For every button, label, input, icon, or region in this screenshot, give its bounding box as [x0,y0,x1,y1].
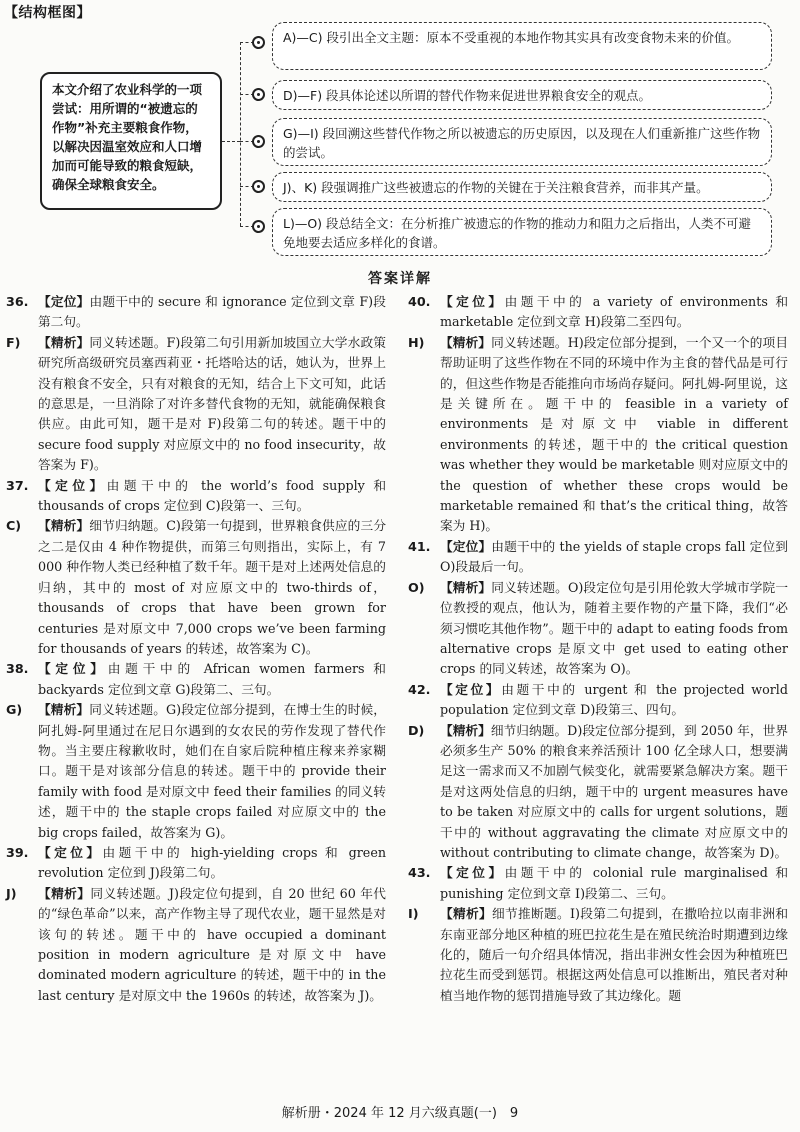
item-number: H) [408,334,425,350]
item-tag: 【定位】 [38,844,103,860]
item-number: C) [6,518,22,534]
answer-item [6,884,386,1006]
item-tag: 【定位】 [440,538,492,554]
item-number: 37. [6,477,29,493]
item-number: J) [6,885,17,901]
item-text: 由题干中的 the yields of staple crops fall 定位到 O)段最后一句。 [440,538,788,575]
item-tag: 【精析】 [440,906,493,922]
node-icon [252,36,265,49]
item-text: 同义转述题。J)段定位句提到，自 20 世纪 60 年代的“绿色革命”以来，高产作物主导了现代农业，题干显然是对该句的转述。题干中的 have occupied a dominant position in modern agriculture 是对原文中 have dominated modern agriculture 的转述，题干中的 in the last century 是对原文中 the 1960s 的转述，故答案为 J)。 [38,885,386,1003]
item-number: F) [6,334,21,350]
connector-trunk [240,42,241,226]
item-number: 43. [408,865,431,881]
answer-item [408,904,788,1006]
paragraph-box: L)—O) 段总结全文：在分析推广被遗忘的作物的推动力和阻力之后指出，人类不可避免地要去适应多样化的食谱。 [272,208,772,256]
item-text: 同义转述题。F)段第二句引用新加坡国立大学水政策研究所高级研究员塞西莉亚・托塔哈达的话，她认为，世界上没有粮食不安全，只有对粮食的无知，结合上下文可知，此话的意思是，一旦消除了对许多替代食物的无知，就能确保粮食供应。由此可知，题干是对 F)段第二句的转述。题干中的 secure food supply 对应原文中的 no food insecurity，故答案为 F)。 [38,334,386,473]
answer-item [408,863,788,904]
node-icon [252,135,265,148]
paragraph-box: J)、K) 段强调推广这些被遗忘的作物的关键在于关注粮食营养，而非其产量。 [272,172,772,202]
item-tag: 【定位】 [38,661,108,677]
structure-title: 【结构框图】 [4,5,91,21]
item-text: 由题干中的 secure 和 ignorance 定位到文章 F)段第二句。 [38,294,386,330]
answer-item [408,680,788,721]
paragraph-box: D)—F) 段具体论述以所谓的替代作物来促进世界粮食安全的观点。 [272,80,772,110]
item-text: 由题干中的 urgent 和 the projected world population 定位到文章 D)段第三、四句。 [440,681,788,718]
item-text: 由题干中的 colonial rule marginalised 和 punishing 定位到文章 I)段第二、三句。 [440,865,789,901]
answers-right-column [408,292,788,1006]
item-tag: 【精析】 [440,579,492,595]
item-text: 细节推断题。I)段第二句提到，在撒哈拉以南非洲和东南亚部分地区种植的班巴拉花生是在殖民统治时期遭到边缘化的，随后一句介绍具体情况，指出非洲女性会因为种植班巴拉花生而受到惩罚。根据这两处信息可以推断出，殖民者对种植当地作物的惩罚措施导致了其边缘化。题 [440,906,789,1003]
answers-left-column [6,292,386,1006]
answer-item [6,292,386,333]
node-icon [252,180,265,193]
item-number: G) [6,702,23,718]
item-text: 同义转述题。G)段定位部分提到，在博士生的时候，阿扎姆-阿里通过在尼日尔遇到的女农民的劳作发现了替代作物。当主要庄稼歉收时，她们在自家后院种植庄稼来养家糊口。题干是对该部分信息的转述。题干中的 provide their family with food 是对原文中 feed their families 的同义转述，题干中的 the staple crops failed 对应原文中的 the big crops failed，故答案为 G)。 [38,702,386,840]
item-text: 由题干中的 high-yielding crops 和 green revolution 定位到 J)段第二句。 [38,844,386,881]
item-number: 40. [408,294,431,309]
answer-item [6,476,386,517]
item-tag: 【精析】 [38,334,90,350]
connector-line [222,141,240,142]
paragraph-box: A)—C) 段引出全文主题：原本不受重视的本地作物其实具有改变食物未来的价值。 [272,22,772,70]
item-tag: 【精析】 [38,885,91,901]
answer-item [6,843,386,884]
item-tag: 【精析】 [440,722,491,738]
item-tag: 【精析】 [38,518,90,534]
item-text: 由题干中的 African women farmers 和 backyards 定位到文章 G)段第二、三句。 [38,661,386,697]
answer-item [6,333,386,476]
item-text: 由题干中的 the world’s food supply 和 thousands of crops 定位到 C)段第一、三句。 [38,477,387,514]
item-number: 42. [408,681,431,697]
answer-item [408,333,788,537]
item-number: D) [408,722,425,738]
item-number: 39. [6,844,29,860]
item-tag: 【定位】 [440,681,502,697]
item-text: 同义转述题。H)段定位部分提到，一个又一个的项目帮助证明了这些作物在不同的环境中作为主食的替代品是可行的，但这些作物是否能推向市场尚存疑问。阿扎姆-阿里说，这是关键所在。题干中的 feasible in a variety of environments 是对原文中 viable in different environments 的转述，题干中的 the critical question was whether they would be marketable 则对应原文中的 the question of whether these crops would be marketable remained 和 that’s the critical thing，故答案为 H)。 [440,334,789,534]
item-text: 细节归纳题。D)段定位部分提到，到 2050 年，世界必须多生产 50% 的粮食来养活预计 100 亿全球人口，想要满足这一需求而又不加剧气候变化，就需要紧急解决方案。题干是对这两处信息的归纳，题干中的 urgent measures have to be taken 对应原文中的 calls for urgent solutions，题干中的 without aggravating the climate 对应原文中的 without contributing to climate change，故答案为 D)。 [440,722,789,860]
answer-item [6,659,386,700]
item-number: 41. [408,538,431,554]
answer-item [408,578,788,680]
item-tag: 【精析】 [440,334,492,350]
paragraph-box: G)—I) 段回溯这些替代作物之所以被遗忘的历史原因，以及现在人们重新推广这些作物的尝试。 [272,118,772,166]
item-tag: 【精析】 [38,702,90,718]
item-tag: 【定位】 [38,294,90,309]
item-tag: 【定位】 [38,477,107,493]
answers-title: 答案详解 [368,271,432,287]
item-text: 细节归纳题。C)段第一句提到，世界粮食供应的三分之二是仅由 4 种作物提供，而第三句则指出，实际上，有 7 000 种作物人类已经种植了数千年。题干是对上述两处信息的归纳，其中的 most of 对应原文中的 two-thirds of，thousands of crops that have been grown for centuries 是对原文中 7,000 crops we’ve been farming for thousands of years 的转述，故答案为 C)。 [38,518,387,656]
answer-item [408,537,788,578]
node-icon [252,220,265,233]
answer-item [408,292,788,333]
answer-item [408,721,788,864]
answer-item [6,700,386,843]
item-text: 同义转述题。O)段定位句是引用伦敦大学城市学院一位教授的观点，他认为，随着主要作物的产量下降，我们“必须习惯吃其他作物”。题干中的 adapt to eating foods from alternative crops 是原文中 get used to eating other crops 的同义转述，故答案为 O)。 [440,579,789,677]
item-tag: 【定位】 [440,294,505,309]
item-text: 由题干中的 a variety of environments 和 marketable 定位到文章 H)段第二至四句。 [440,294,789,330]
item-number: 38. [6,661,29,677]
answer-item [6,516,386,659]
item-number: I) [408,906,419,922]
item-number: 36. [6,294,29,309]
item-number: O) [408,579,425,595]
page-footer: 解析册・2024 年 12 月六级真题(一) 9 [281,1106,519,1121]
summary-box: 本文介绍了农业科学的一项尝试：用所谓的“被遗忘的作物”补充主要粮食作物，以解决因温室效应和人口增加而可能导致的粮食短缺，确保全球粮食安全。 [40,72,222,210]
item-tag: 【定位】 [440,865,505,881]
node-icon [252,88,265,101]
